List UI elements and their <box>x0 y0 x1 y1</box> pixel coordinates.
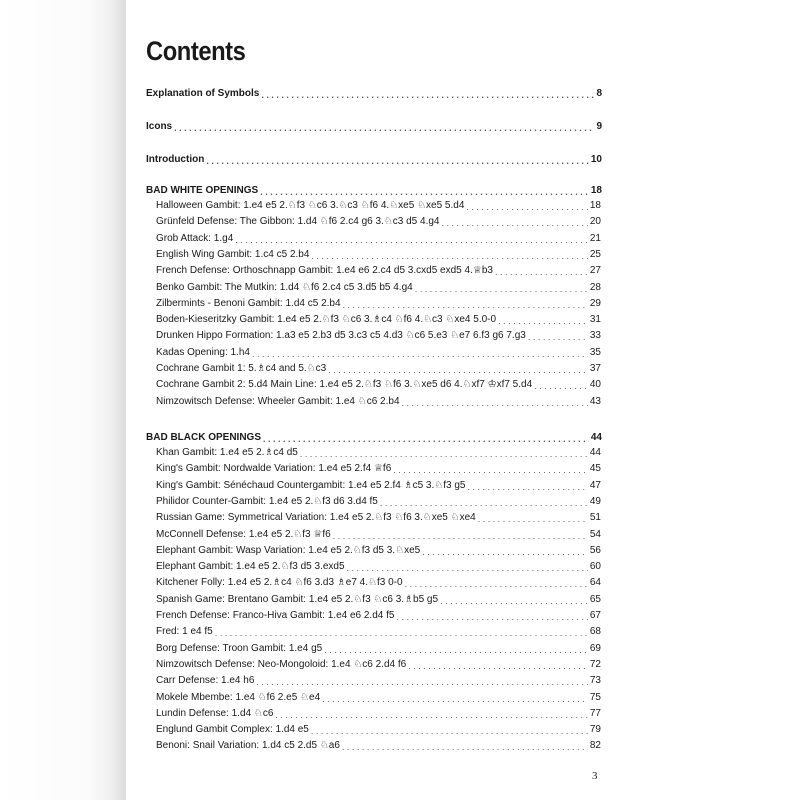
toc-entry-page: 37 <box>589 363 601 374</box>
toc-entry <box>156 622 601 638</box>
toc-entry-title: Cochrane Gambit 1: 5.♗c4 and 5.♘c3 <box>156 363 327 374</box>
toc-entry <box>156 508 601 524</box>
toc-entry-title: Elephant Gambit: Wasp Variation: 1.e4 e5 2.♘f3 d5 3.♘xe5 <box>156 544 421 556</box>
toc-entry-title: Kadas Opening: 1.h4 <box>156 346 250 358</box>
dot-leader <box>405 579 588 589</box>
dot-leader <box>342 742 588 752</box>
toc-entry <box>156 671 601 687</box>
dot-leader <box>534 381 588 391</box>
toc-entry-title: Lundin Defense: 1.d4 ♘c6 <box>156 707 274 719</box>
toc-entry-title: King's Gambit: Sénéchaud Countergambit: 1.e4 e5 2.f4 ♗c5 3.♘f3 g5 <box>156 479 466 491</box>
toc-entry <box>156 459 601 475</box>
toc-entry-page: 10 <box>590 154 602 165</box>
toc-entry-title: Kitchener Folly: 1.e4 e5 2.♗c4 ♘f6 3.d3 ♗e7 4.♘f3 0-0 <box>156 577 403 589</box>
toc-entry-page: 65 <box>589 593 601 605</box>
toc-entry-page: 18 <box>590 185 602 196</box>
toc-entry-title: Khan Gambit: 1.e4 e5 2.♗c4 d5 <box>156 447 298 458</box>
toc-entry-page: 9 <box>596 121 602 132</box>
dot-leader <box>347 563 588 573</box>
toc-entry-page: 44 <box>590 432 602 443</box>
toc-entry <box>156 704 601 720</box>
page-title: Contents <box>146 36 246 66</box>
toc-entry-page: 75 <box>589 691 601 703</box>
toc-entry <box>156 212 601 228</box>
toc-entry <box>156 245 601 261</box>
toc-entry-title: French Defense: Franco-Hiva Gambit: 1.e4 e6 2.d4 f5 <box>156 610 395 621</box>
toc-entry <box>156 736 601 752</box>
dot-leader <box>311 251 587 261</box>
toc-entry-title: Benoni: Snail Variation: 1.d4 c5 2.d5 ♘a6 <box>156 740 340 752</box>
toc-entry-page: 28 <box>589 281 601 293</box>
toc-top-entry <box>146 84 602 100</box>
toc-entry <box>156 492 601 508</box>
toc-entry-page: 35 <box>589 346 601 358</box>
toc-entry-title: Carr Defense: 1.e4 h6 <box>156 675 255 687</box>
toc-entry-title: Zilbermints - Benoni Gambit: 1.d4 c5 2.b4 <box>156 297 341 309</box>
toc-entry-page: 8 <box>596 88 602 99</box>
toc-entry-title: Nimzowitsch Defense: Wheeler Gambit: 1.e4 ♘c6 2.b4 <box>156 395 400 407</box>
toc-entry-page: 47 <box>589 479 601 491</box>
dot-leader <box>324 645 588 655</box>
toc-entry-title: Drunken Hippo Formation: 1.a3 e5 2.b3 d5 3.c3 c5 4.d3 ♘c6 5.e3 ♘e7 6.f3 g6 7.g3 <box>156 330 526 342</box>
dot-leader <box>441 218 587 228</box>
dot-leader <box>467 482 587 492</box>
toc-entry-page: 45 <box>589 463 601 475</box>
toc-entry-page: 25 <box>589 248 601 260</box>
toc-entry-page: 20 <box>589 216 601 228</box>
toc-entry-title: Englund Gambit Complex: 1.d4 e5 <box>156 724 309 736</box>
toc-entry <box>156 655 601 671</box>
toc-entry-page: 77 <box>589 707 601 719</box>
toc-entry-page: 54 <box>589 528 601 540</box>
dot-leader <box>422 547 588 557</box>
toc-entry-page: 79 <box>589 724 601 736</box>
dot-leader <box>252 349 588 359</box>
toc-entry <box>156 476 601 492</box>
toc-entry-title: Borg Defense: Troon Gambit: 1.e4 g5 <box>156 642 323 654</box>
toc-entry-title: Cochrane Gambit 2: 5.d4 Main Line: 1.e4 e5 2.♘f3 ♘f6 3.♘xe5 d6 4.♘xf7 ♔xf7 5.d4 <box>156 379 533 391</box>
dot-leader <box>528 332 588 342</box>
dot-leader <box>495 267 588 277</box>
toc-entry-title: English Wing Gambit: 1.c4 c5 2.b4 <box>156 248 310 260</box>
toc-entry-page: 33 <box>589 330 601 342</box>
dot-leader <box>498 316 588 326</box>
dot-leader <box>174 123 594 133</box>
dot-leader <box>343 300 588 310</box>
toc-entry-page: 31 <box>589 314 601 326</box>
toc-entry-page: 51 <box>589 512 601 524</box>
toc-entry-title: Elephant Gambit: 1.e4 e5 2.♘f3 d5 3.exd5 <box>156 561 345 573</box>
toc-entry <box>156 375 601 391</box>
toc-entry <box>156 196 601 212</box>
toc-entry-title: Introduction <box>146 154 205 165</box>
toc-entry <box>156 443 601 459</box>
toc-entry <box>156 310 601 326</box>
toc-entry-title: BAD WHITE OPENINGS <box>146 185 259 196</box>
toc-entry-title: Icons <box>146 121 173 132</box>
dot-leader <box>206 156 589 166</box>
toc-entry-page: 18 <box>589 200 601 211</box>
toc-entry-page: 49 <box>589 495 601 507</box>
dot-leader <box>466 202 587 212</box>
dot-leader <box>396 612 587 622</box>
dot-leader <box>256 677 587 687</box>
page-number: 3 <box>592 770 598 782</box>
dot-leader <box>275 710 587 720</box>
dot-leader <box>440 596 588 606</box>
dot-leader <box>333 531 588 541</box>
toc-entry <box>156 688 601 704</box>
toc-section-heading <box>146 181 602 197</box>
toc-entry-page: 44 <box>589 447 601 458</box>
toc-entry-page: 29 <box>589 297 601 309</box>
toc-entry-title: Boden-Kieseritzky Gambit: 1.e4 e5 2.♘f3 ♘c6 3.♗c4 ♘f6 4.♘c3 ♘xe4 5.0-0 <box>156 314 497 326</box>
toc-entry-page: 72 <box>589 658 601 670</box>
toc-entry <box>156 525 601 541</box>
toc-entry-title: BAD BLACK OPENINGS <box>146 432 262 443</box>
toc-entry-title: Russian Game: Symmetrical Variation: 1.e4 e5 2.♘f3 ♘f6 3.♘xe5 ♘xe4 <box>156 512 476 524</box>
dot-leader <box>478 514 588 524</box>
dot-leader <box>261 90 594 100</box>
toc-entry <box>156 278 601 294</box>
toc-entry-title: Explanation of Symbols <box>146 88 260 99</box>
toc-entry-title: Benko Gambit: The Mutkin: 1.d4 ♘f6 2.c4 c5 3.d5 b5 4.g4 <box>156 281 413 293</box>
toc-entry <box>156 573 601 589</box>
toc-entry-page: 69 <box>589 642 601 654</box>
toc-entry-title: Philidor Counter-Gambit: 1.e4 e5 2.♘f3 d6 3.d4 f5 <box>156 495 378 507</box>
toc-entry <box>156 261 601 277</box>
dot-leader <box>215 628 588 638</box>
toc-entry-page: 21 <box>589 232 601 244</box>
toc-entry-page: 68 <box>589 626 601 638</box>
dot-leader <box>415 284 588 294</box>
toc-entry-page: 60 <box>589 561 601 573</box>
toc-entry <box>156 541 601 557</box>
toc-entry-title: Fred: 1 e4 f5 <box>156 626 213 638</box>
toc-entry-title: King's Gambit: Nordwalde Variation: 1.e4 e5 2.f4 ♕f6 <box>156 463 392 475</box>
toc-entry-page: 56 <box>589 544 601 556</box>
toc-entry-page: 27 <box>589 265 601 277</box>
toc-entry <box>156 392 601 408</box>
toc-entry-title: French Defense: Orthoschnapp Gambit: 1.e4 e6 2.c4 d5 3.cxd5 exd5 4.♕b3 <box>156 265 493 277</box>
toc-entry-title: Spanish Game: Brentano Gambit: 1.e4 e5 2.♘f3 ♘c6 3.♗b5 g5 <box>156 593 439 605</box>
toc-entry <box>156 294 601 310</box>
toc-entry <box>156 343 601 359</box>
toc-entry <box>156 639 601 655</box>
toc-top-entry <box>146 150 602 166</box>
toc-entry-page: 82 <box>589 740 601 752</box>
toc-entry-page: 64 <box>589 577 601 589</box>
dot-leader <box>408 661 588 671</box>
dot-leader <box>393 465 588 475</box>
dot-leader <box>380 498 588 508</box>
toc-entry <box>156 229 601 245</box>
toc-entry-title: Halloween Gambit: 1.e4 e5 2.♘f3 ♘c6 3.♘c3 ♘f6 4.♘xe5 ♘xe5 5.d4 <box>156 200 465 211</box>
toc-entry <box>156 720 601 736</box>
toc-entry-title: McConnell Defense: 1.e4 e5 2.♘f3 ♕f6 <box>156 528 331 540</box>
toc-entry-page: 40 <box>589 379 601 391</box>
toc-entry <box>156 359 601 375</box>
dot-leader <box>300 449 588 459</box>
toc-top-entry <box>146 117 602 133</box>
dot-leader <box>322 694 588 704</box>
toc-entry-title: Mokele Mbembe: 1.e4 ♘f6 2.e5 ♘e4 <box>156 691 321 703</box>
toc-entry-title: Nimzowitsch Defense: Neo-Mongoloid: 1.e4 ♘c6 2.d4 f6 <box>156 658 407 670</box>
toc-entry-title: Grünfeld Defense: The Gibbon: 1.d4 ♘f6 2.c4 g6 3.♘c3 d5 4.g4 <box>156 216 440 228</box>
toc-entry <box>156 326 601 342</box>
toc-section-heading <box>146 428 602 444</box>
toc-entry <box>156 557 601 573</box>
toc-entry-title: Grob Attack: 1.g4 <box>156 232 234 244</box>
toc-entry-page: 43 <box>589 395 601 407</box>
dot-leader <box>311 726 588 736</box>
toc-entry <box>156 606 601 622</box>
dot-leader <box>328 365 588 375</box>
toc-entry-page: 67 <box>589 610 601 621</box>
toc-entry-page: 73 <box>589 675 601 687</box>
toc-entry <box>156 590 601 606</box>
dot-leader <box>235 235 588 245</box>
dot-leader <box>402 398 588 408</box>
